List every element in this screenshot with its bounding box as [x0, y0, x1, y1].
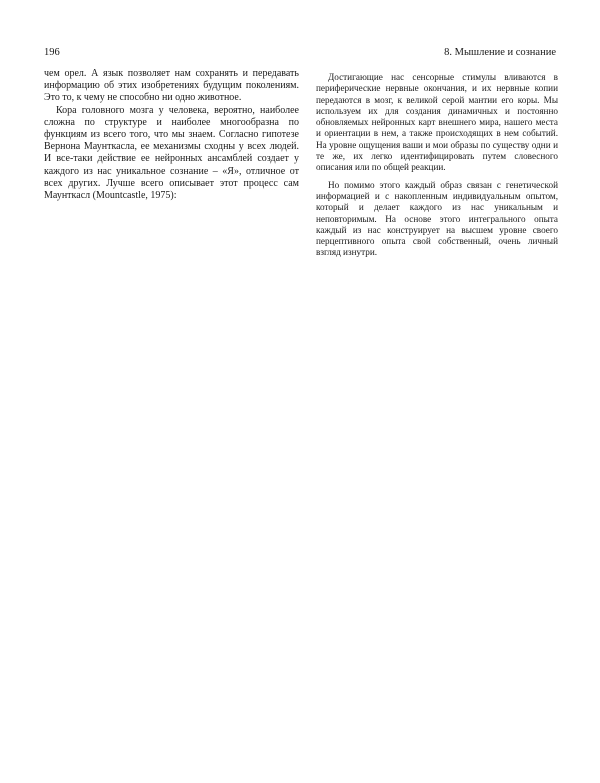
- quotation-column: [316, 72, 558, 259]
- paragraph-continued: чем орел. А язык позволяет нам сохранять и передавать информацию об этих изобретениях будущим поколениям. Это то, к чему не способно ни одно животное.: [44, 68, 299, 104]
- paragraph-cortex: Кора головного мозга у человека, вероятно, наиболее сложна по структуре и наиболее многообразна по функциям из всего того, что мы знаем. Согласно гипотезе Вернона Маунткасла, ее механизмы сходны у всех людей. И все-таки действие ее нейронных ансамблей создает у каждого из нас уникальное сознание – «Я», отличное от всех других. Лучше всего описывает этот процесс сам Маунткасл (Mountcastle, 1975):: [44, 104, 299, 202]
- quote-paragraph-unique: Но помимо этого каждый образ связан с генетической информацией и с накопленным индивидуальным опытом, который и делает каждого из нас уникальным и неповторимым. На основе этого интегрального опыта каждый из нас конструирует на высшем уровне своего перцептивного опыта свой собственный, очень личный взгляд изнутри.: [316, 179, 558, 258]
- main-text-column: [44, 68, 299, 202]
- chapter-running-head: 8. Мышление и сознание: [444, 47, 556, 58]
- quote-paragraph-sensory: Достигающие нас сенсорные стимулы вливаются в периферические нервные окончания, и их нервные копии передаются в мозг, к великой серой мантии его коры. Мы используем их для создания динамичных и постоянно обновляемых нейронных карт внешнего мира, нашего места и ориентации в нем, а также происходящих в нем событий. На уровне ощущения ваши и мои образы по существу одни и те же, их легко идентифицировать путем словесного описания или по общей реакции.: [316, 72, 558, 173]
- page-number: 196: [44, 47, 60, 58]
